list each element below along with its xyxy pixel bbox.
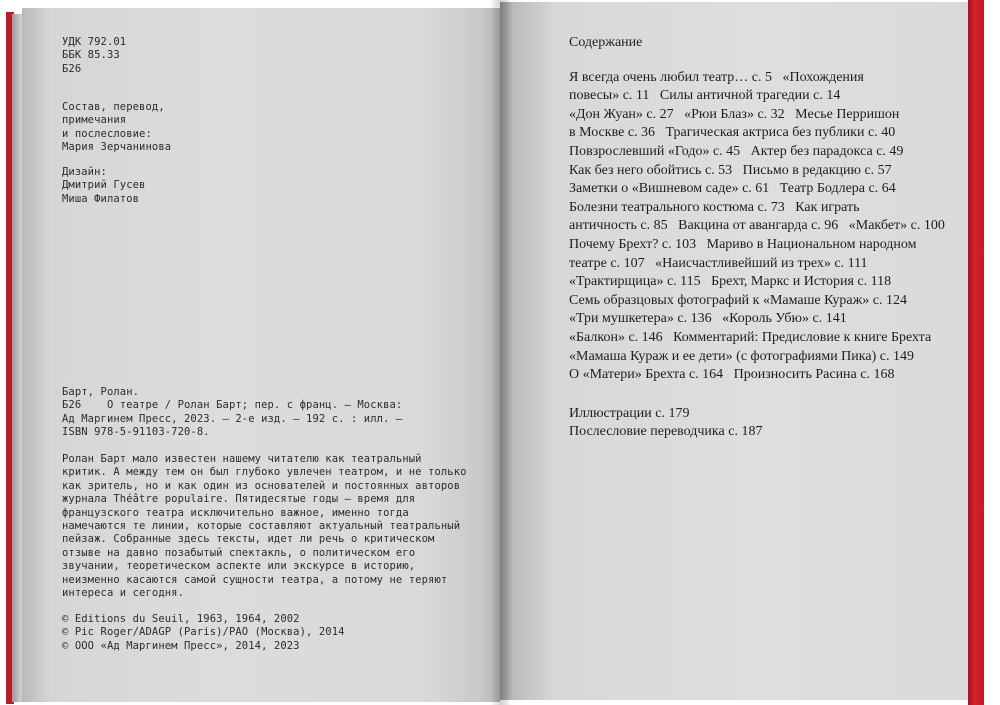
biblio-line: Б26 О театре / Ролан Барт; пер. с франц. — Москва:	[62, 399, 403, 412]
classification-line: УДК 792.01	[62, 36, 127, 48]
toc-appendix	[569, 405, 939, 442]
toc-line: «Три мушкетера» с. 136 «Король Убю» с. 141	[569, 311, 847, 327]
abstract-line: французского театра исключительно важное, именно тогда	[62, 506, 409, 519]
abstract-line: журнала Théâtre populaire. Пятидесятые годы — время для	[62, 493, 416, 506]
credits-line: Дизайн:	[62, 166, 107, 178]
table-of-contents	[569, 34, 945, 442]
book-gutter	[490, 0, 512, 705]
abstract-line: отзыве на давно позабытый спектакль, о политическом его	[62, 546, 416, 559]
credits-line: Дмитрий Гусев	[62, 179, 146, 192]
copyright-line: © Pic Roger/ADAGP (Paris)/РАО (Москва), 2014	[62, 626, 345, 639]
toc-line: «Балкон» с. 146 Комментарий: Предисловие к книге Брехта	[569, 329, 932, 345]
toc-line: Иллюстрации с. 179	[569, 405, 690, 421]
biblio-line: ISBN 978-5-91103-720-8.	[62, 426, 210, 439]
toc-line: Послесловие переводчика с. 187	[569, 424, 763, 440]
classification-codes	[62, 36, 126, 76]
credits-translation	[62, 101, 171, 155]
book-abstract	[62, 453, 467, 600]
credits-line: Мария Зерчанинова	[62, 141, 172, 154]
toc-line: повесы» с. 11 Силы античной трагедии с. 14	[569, 88, 841, 104]
toc-line: в Москве с. 36 Трагическая актриса без публики с. 40	[569, 125, 896, 141]
abstract-line: критик. А между тем он был глубоко увлечен театром, и не только	[62, 466, 467, 479]
copyright-line: © Editions du Seuil, 1963, 1964, 2002	[62, 613, 300, 625]
copyright-notice	[62, 613, 345, 653]
toc-line: античность с. 85 Вакцина от авангарда с. 96 «Макбет» с. 100	[569, 218, 945, 234]
toc-line: «Мамаша Кураж и ее дети» (с фотографиями Пика) с. 149	[569, 348, 914, 364]
credits-line: Состав, перевод,	[62, 101, 165, 113]
biblio-line: Ад Маргинем Пресс, 2023. — 2-е изд. — 192 с. : илл. —	[62, 412, 403, 425]
cover-edge-right	[968, 0, 984, 705]
abstract-line: звучании, теоретическом аспекте или экскурсе в историю,	[62, 560, 416, 573]
toc-line: «Трактирщица» с. 115 Брехт, Маркс и История с. 118	[569, 274, 892, 290]
classification-line: Б26	[62, 62, 82, 75]
credits-line: и послесловие:	[62, 127, 152, 140]
toc-entries	[569, 69, 945, 385]
toc-line: Я всегда очень любил театр… с. 5 «Похождения	[569, 69, 864, 85]
abstract-line: Ролан Барт мало известен нашему читателю как театральный	[62, 453, 422, 465]
toc-line: «Дон Жуан» с. 27 «Рюи Блаз» с. 32 Месье Перришон	[569, 106, 900, 122]
toc-line: Семь образцовых фотографий к «Мамаше Кураж» с. 124	[569, 292, 907, 308]
credits-design	[62, 166, 145, 206]
biblio-line: Барт, Ролан.	[62, 386, 140, 398]
toc-line: О «Матери» Брехта с. 164 Произносить Расина с. 168	[569, 367, 895, 383]
copyright-line: © ООО «Ад Маргинем Пресс», 2014, 2023	[62, 639, 300, 652]
toc-line: Заметки о «Вишневом саде» с. 61 Театр Бодлера с. 64	[569, 181, 896, 197]
toc-line: Как без него обойтись с. 53 Письмо в редакцию с. 57	[569, 162, 892, 178]
abstract-line: намечаются те линии, которые составляют актуальный театральный	[62, 520, 461, 533]
classification-line: ББК 85.33	[62, 49, 120, 62]
toc-line: Почему Брехт? с. 103 Мариво в Национальном народном	[569, 236, 917, 252]
credits-line: Миша Филатов	[62, 192, 140, 205]
toc-line: Повзрослевший «Годо» с. 45 Актер без парадокса с. 49	[569, 143, 904, 159]
toc-title: Содержание	[569, 35, 643, 50]
toc-line: Болезни театрального костюма с. 73 Как играть	[569, 199, 860, 215]
abstract-line: как зритель, но и как один из основателей и постоянных авторов	[62, 479, 461, 492]
abstract-line: неизменно касаются самой сущности театра, а потому не теряют	[62, 573, 448, 586]
credits-line: примечания	[62, 114, 127, 127]
abstract-line: пейзаж. Собранные здесь тексты, идет ли речь о критическом	[62, 533, 435, 546]
bibliographic-record	[62, 386, 402, 440]
abstract-line: интереса и сегодня.	[62, 587, 185, 600]
toc-line: театре с. 107 «Наисчастливейший из трех» с. 111	[569, 255, 868, 271]
